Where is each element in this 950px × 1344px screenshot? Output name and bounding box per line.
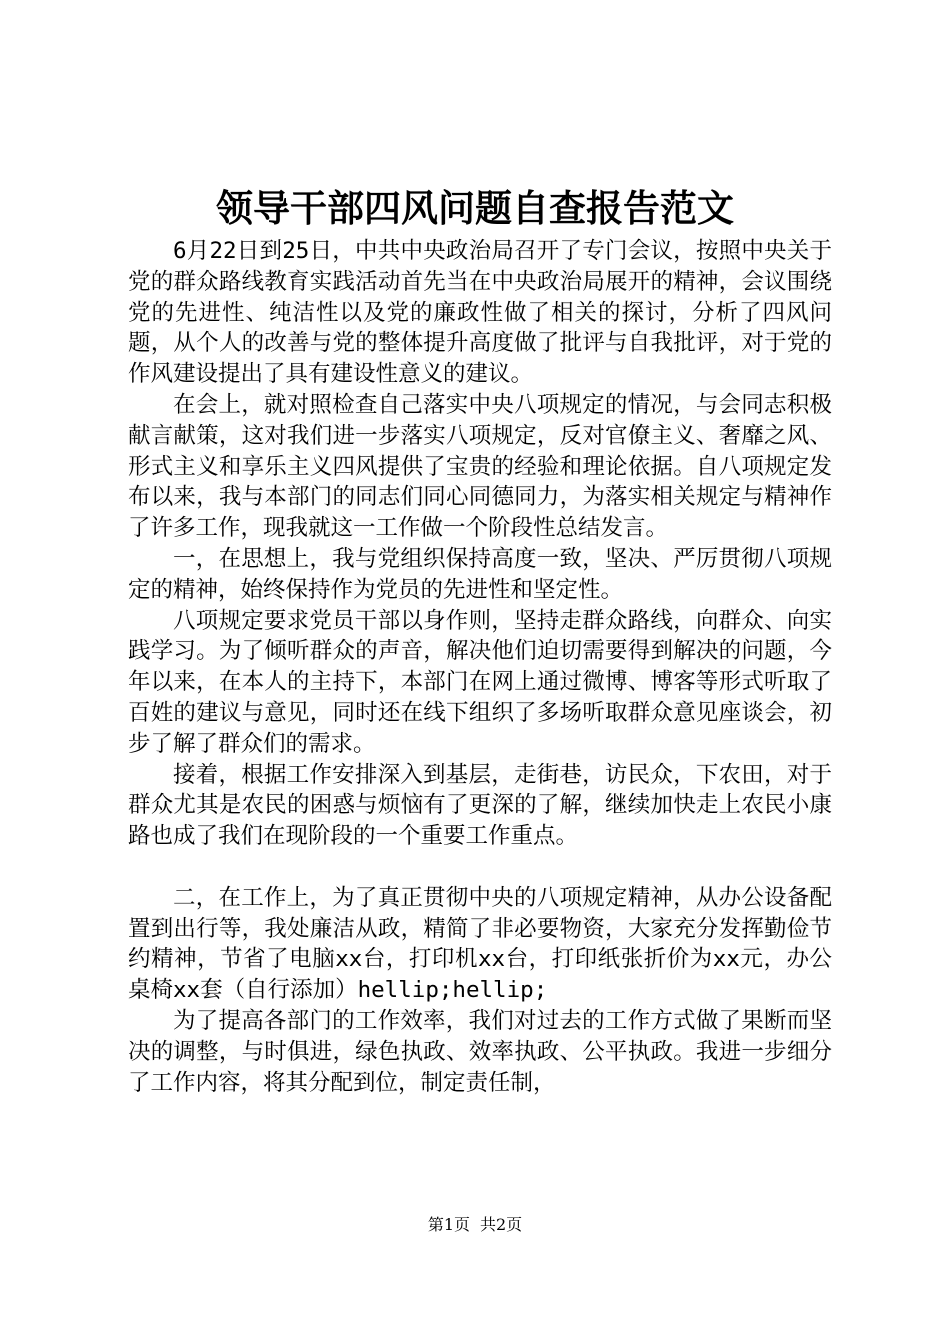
paragraph-grassroots: 接着，根据工作安排深入到基层，走街巷，访民众，下农田，对于群众尤其是农民的困惑与烦恼有了更深的了解，继续加快走上农民小康路也成了我们在现阶段的一个重要工作重点。	[128, 761, 832, 850]
document-title: 领导干部四风问题自查报告范文	[216, 186, 734, 230]
page-total: 共2页	[480, 1215, 523, 1234]
paragraph-meeting: 在会上，就对照检查自己落实中央八项规定的情况，与会同志积极献言献策，这对我们进一步落实八项规定，反对官僚主义、奢靡之风、形式主义和享乐主义四风提供了宝贵的经验和理论依据。自八项规定发布以来，我与本部门的同志们同心同德同力，为落实相关规定与精神作了许多工作，现我就这一工作做一个阶段性总结发言。	[128, 391, 832, 542]
page-footer	[0, 1214, 950, 1236]
paragraph-mass-line: 八项规定要求党员干部以身作则，坚持走群众路线，向群众、向实践学习。为了倾听群众的声音，解决他们迫切需要得到解决的问题，今年以来，在本人的主持下，本部门在网上通过微博、博客等形式听取了百姓的建议与意见，同时还在线下组织了多场听取群众意见座谈会，初步了解了群众们的需求。	[128, 607, 832, 757]
paragraph-spacer	[128, 852, 832, 883]
paragraph-thought: 一，在思想上，我与党组织保持高度一致，坚决、严厉贯彻八项规定的精神，始终保持作为党员的先进性和坚定性。	[128, 545, 832, 603]
paragraph-efficiency: 为了提高各部门的工作效率，我们对过去的工作方式做了果断而坚决的调整，与时俱进，绿色执政、效率执政、公平执政。我进一步细分了工作内容，将其分配到位，制定责任制，	[128, 1007, 832, 1096]
document-body	[128, 236, 832, 1098]
page-number: 第1页	[427, 1215, 470, 1234]
paragraph-intro: 6月22日到25日，中共中央政治局召开了专门会议，按照中央关于党的群众路线教育实践活动首先当在中央政治局展开的精神，会议围绕党的先进性、纯洁性以及党的廉政性做了相关的探讨，分析了四风问题，从个人的改善与党的整体提升高度做了批评与自我批评，对于党的作风建设提出了具有建设性意义的建议。	[128, 238, 832, 388]
paragraph-work: 二，在工作上，为了真正贯彻中央的八项规定精神，从办公设备配置到出行等，我处廉洁从政，精简了非必要物资，大家充分发挥勤俭节约精神，节省了电脑xx台，打印机xx台，打印纸张折价为xx元，办公桌椅xx套（自行添加）hellip;hellip;	[128, 884, 832, 1004]
